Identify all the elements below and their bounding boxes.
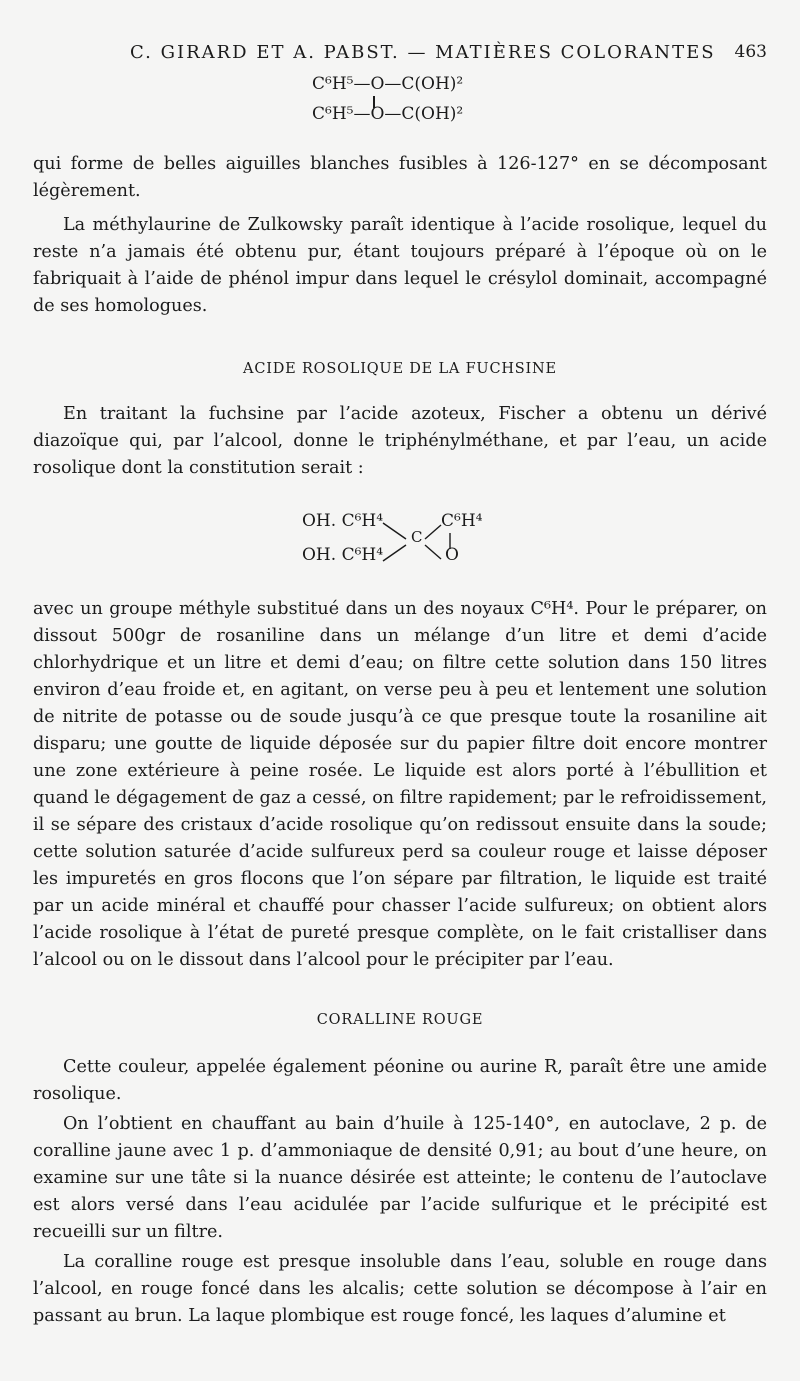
paragraph-obtention: On l’obtient en chauffant au bain d’huile à 125-140°, en autoclave, 2 p. de coralline jaune avec 1 p. d’ammoniaque de densité 0,91; au bout d’une heure, on examine sur une tâte si la nuance désirée est atteinte; le contenu de l’autoclave est alors versé dans l’eau acidulée par l’acide sulfurique et le précipité est recueilli sur un filtre. bbox=[33, 1114, 767, 1242]
text-block-coralline bbox=[33, 1054, 767, 1330]
section-heading-coralline-rouge: CORALLINE ROUGE bbox=[316, 1012, 484, 1028]
page-number: 463 bbox=[734, 42, 767, 62]
formula-rosolic-bonds bbox=[0, 505, 800, 585]
paragraph-methylaurine: La méthylaurine de Zulkowsky paraît identique à l’acide rosolique, lequel du reste n’a jamais été obtenu pur, étant toujours préparé à l’époque où on le fabriquait à l’aide de phénol impur dans lequel le crésylol dominait, accompagné de ses homologues. bbox=[33, 215, 767, 316]
formula-diphenyl-line2: C⁶H⁵—O—C(OH)² bbox=[312, 104, 464, 124]
text-block-top bbox=[33, 151, 767, 320]
text-block-fuchsine bbox=[33, 401, 767, 482]
paragraph-preparation: avec un groupe méthyle substitué dans un des noyaux C⁶H⁴. Pour le préparer, on dissout 500gr de rosaniline dans un mélange d’un litre et demi d’acide chlorhydrique et un litre et demi d’eau; on filtre cette solution dans 150 litres environ d’eau froide et, en agitant, on verse peu à peu et lentement une solution de nitrite de potasse ou de soude jusqu’à ce que presque toute la rosaniline ait disparu; une goutte de liquide déposée sur du papier filtre doit encore montrer une zone extérieure à peine rosée. Le liquide est alors porté à l’ébullition et quand le dégagement de gaz a cessé, on filtre rapidement; par le refroidissement, il se sépare des cristaux d’acide rosolique qu’on redissout ensuite dans la soude; cette solution saturée d’acide sulfureux perd sa couleur rouge et laisse déposer les impuretés en gros flocons que l’on sépare par filtration, le liquide est traité par un acide minéral et chauffé pour chasser l’acide sulfureux; on obtient alors l’acide rosolique à l’état de pureté presque complète, on le fait cristalliser dans l’alcool ou on le dissout dans l’alcool pour le précipiter par l’eau. bbox=[33, 599, 767, 970]
formula-rosolic-right1: C⁶H⁴ bbox=[441, 511, 483, 531]
paragraph-peonine: Cette couleur, appelée également péonine ou aurine R, paraît être une amide rosolique. bbox=[33, 1057, 767, 1104]
formula-diphenyl-line1: C⁶H⁵—O—C(OH)² bbox=[312, 74, 464, 94]
paragraph-fusibles: qui forme de belles aiguilles blanches fusibles à 126-127° en se décomposant légèrement. bbox=[33, 154, 767, 201]
running-title: C. GIRARD ET A. PABST. — MATIÈRES COLORANTES bbox=[130, 42, 716, 63]
formula-rosolic-left2: OH. C⁶H⁴ bbox=[302, 545, 384, 565]
text-block-preparation bbox=[33, 596, 767, 974]
running-header bbox=[0, 42, 800, 68]
formula-rosolic-left1: OH. C⁶H⁴ bbox=[302, 511, 384, 531]
paragraph-fuchsine: En traitant la fuchsine par l’acide azoteux, Fischer a obtenu un dérivé diazoïque qui, par l’alcool, donne le triphénylméthane, et par l’eau, un acide rosolique dont la constitution serait : bbox=[33, 404, 767, 478]
section-heading-acide-rosolique: ACIDE ROSOLIQUE DE LA FUCHSINE bbox=[243, 361, 557, 377]
paragraph-proprietes: La coralline rouge est presque insoluble dans l’eau, soluble en rouge dans l’alcool, en rouge foncé dans les alcalis; cette solution se décompose à l’air en passant au brun. La laque plombique est rouge foncé, les laques d’alumine et bbox=[33, 1252, 767, 1326]
formula-rosolic-center-carbon: C bbox=[411, 528, 423, 546]
formula-rosolic-right2: O bbox=[445, 545, 459, 565]
